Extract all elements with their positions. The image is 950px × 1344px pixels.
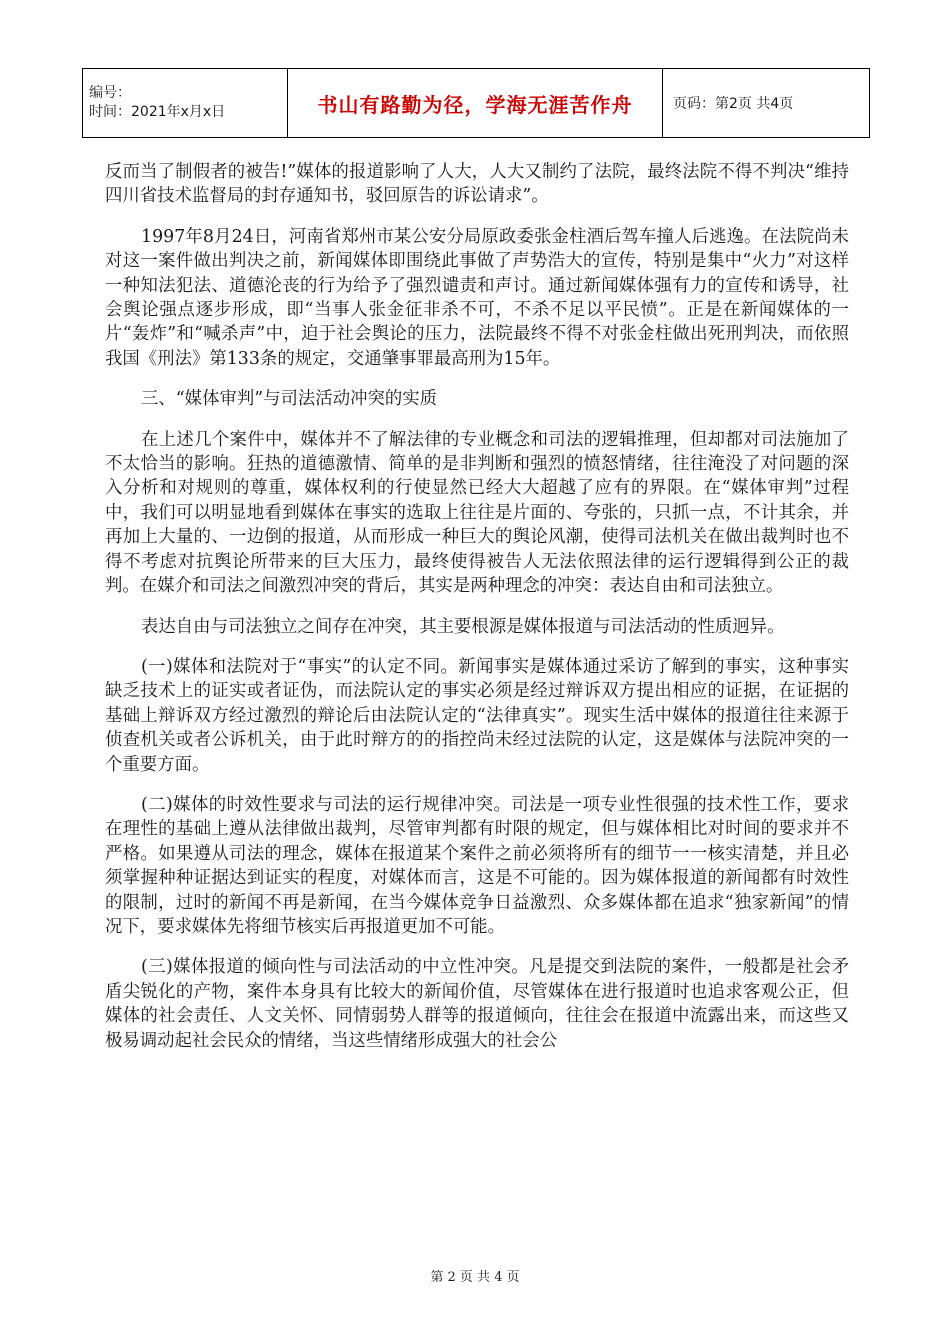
document-number-label: 编号： [89, 85, 131, 101]
paragraph-continuation: 反而当了制假者的被告!”媒体的报道影响了人大，人大又制约了法院，最终法院不得不判决“维持四川省技术监督局的封存通知书，驳回原告的诉讼请求”。 [105, 162, 849, 207]
paragraph-point-one: (一)媒体和法院对于“事实”的认定不同。新闻事实是媒体通过采访了解到的事实，这种事实缺乏技术上的证实或者证伪，而法院认定的事实必须是经过辩诉双方提出相应的证据，在证据的基础上辩诉双方经过激烈的辩论后由法院认定的“法律真实”。现实生活中媒体的报道往往来源于侦查机关或者公诉机关，由于此时辩方的的指控尚未经过法院的认定，这是媒体与法院冲突的一个重要方面。 [105, 656, 849, 775]
section-heading: 三、“媒体审判”与司法活动冲突的实质 [141, 389, 438, 410]
header-page-label: 页码：第2页 共4页 [663, 69, 870, 138]
paragraph-analysis: 在上述几个案件中，媒体并不了解法律的专业概念和司法的逻辑推理，但却都对司法施加了不太恰当的影响。狂热的道德激情、简单的是非判断和强烈的愤怒情绪，往往淹没了对问题的深入分析和对规则的尊重，媒体权利的行使显然已经大大超越了应有的界限。在“媒体审判”过程中，我们可以明显地看到媒体在事实的选取上往往是片面的、夸张的，只抓一点，不计其余，并再加上大量的、一边倒的报道，从而形成一种巨大的舆论风潮，使得司法机关在做出裁判时也不得不考虑对抗舆论所带来的巨大压力，最终使得被告人无法依照法律的运行逻辑得到公正的裁判。在媒介和司法之间激烈冲突的背后，其实是两种理念的冲突：表达自由和司法独立。 [105, 429, 849, 597]
paragraph-conflict-root: 表达自由与司法独立之间存在冲突，其主要根源是媒体报道与司法活动的性质迥异。 [141, 616, 785, 637]
document-time-label: 时间：2021年x月x日 [89, 104, 226, 120]
document-header [82, 68, 870, 138]
header-motto: 书山有路勤为径，学海无涯苦作舟 [288, 69, 663, 138]
document-body [105, 160, 849, 1069]
page-footer: 第 2 页 共 4 页 [430, 1270, 520, 1285]
paragraph-zhang-jinzhu-case: 1997年8月24日，河南省郑州市某公安分局原政委张金柱酒后驾车撞人后逃逸。在法院尚未对这一案件做出判决之前，新闻媒体即围绕此事做了声势浩大的宣传，特别是集中“火力”对这样一种知法犯法、道德沦丧的行为给予了强烈谴责和声讨。通过新闻媒体强有力的宣传和诱导，社会舆论强点逐步形成，即“当事人张金征非杀不可，不杀不足以平民愤”。正是在新闻媒体的一片“轰炸”和“喊杀声”中，迫于社会舆论的压力，法院最终不得不对张金柱做出死刑判决，而依照我国《刑法》第133条的规定，交通肇事罪最高刑为15年。 [105, 226, 849, 369]
paragraph-point-three: (三)媒体报道的倾向性与司法活动的中立性冲突。凡是提交到法院的案件，一般都是社会矛盾尖锐化的产物，案件本身具有比较大的新闻价值，尽管媒体在进行报道时也追求客观公正，但媒体的社会责任、人文关怀、同情弱势人群等的报道倾向，往往会在报道中流露出来，而这些又极易调动起社会民众的情绪，当这些情绪形成强大的社会公 [105, 957, 849, 1051]
header-meta-cell [83, 69, 288, 138]
paragraph-point-two: (二)媒体的时效性要求与司法的运行规律冲突。司法是一项专业性很强的技术性工作，要求在理性的基础上遵从法律做出裁判，尽管审判都有时限的规定，但与媒体相比对时间的要求并不严格。如果遵从司法的理念，媒体在报道某个案件之前必须将所有的细节一一核实清楚，并且必须掌握种种证据达到证实的程度，对媒体而言，这是不可能的。因为媒体报道的新闻都有时效性的限制，过时的新闻不再是新闻，在当今媒体竞争日益激烈、众多媒体都在追求“独家新闻”的情况下，要求媒体先将细节核实后再报道更加不可能。 [105, 794, 849, 937]
